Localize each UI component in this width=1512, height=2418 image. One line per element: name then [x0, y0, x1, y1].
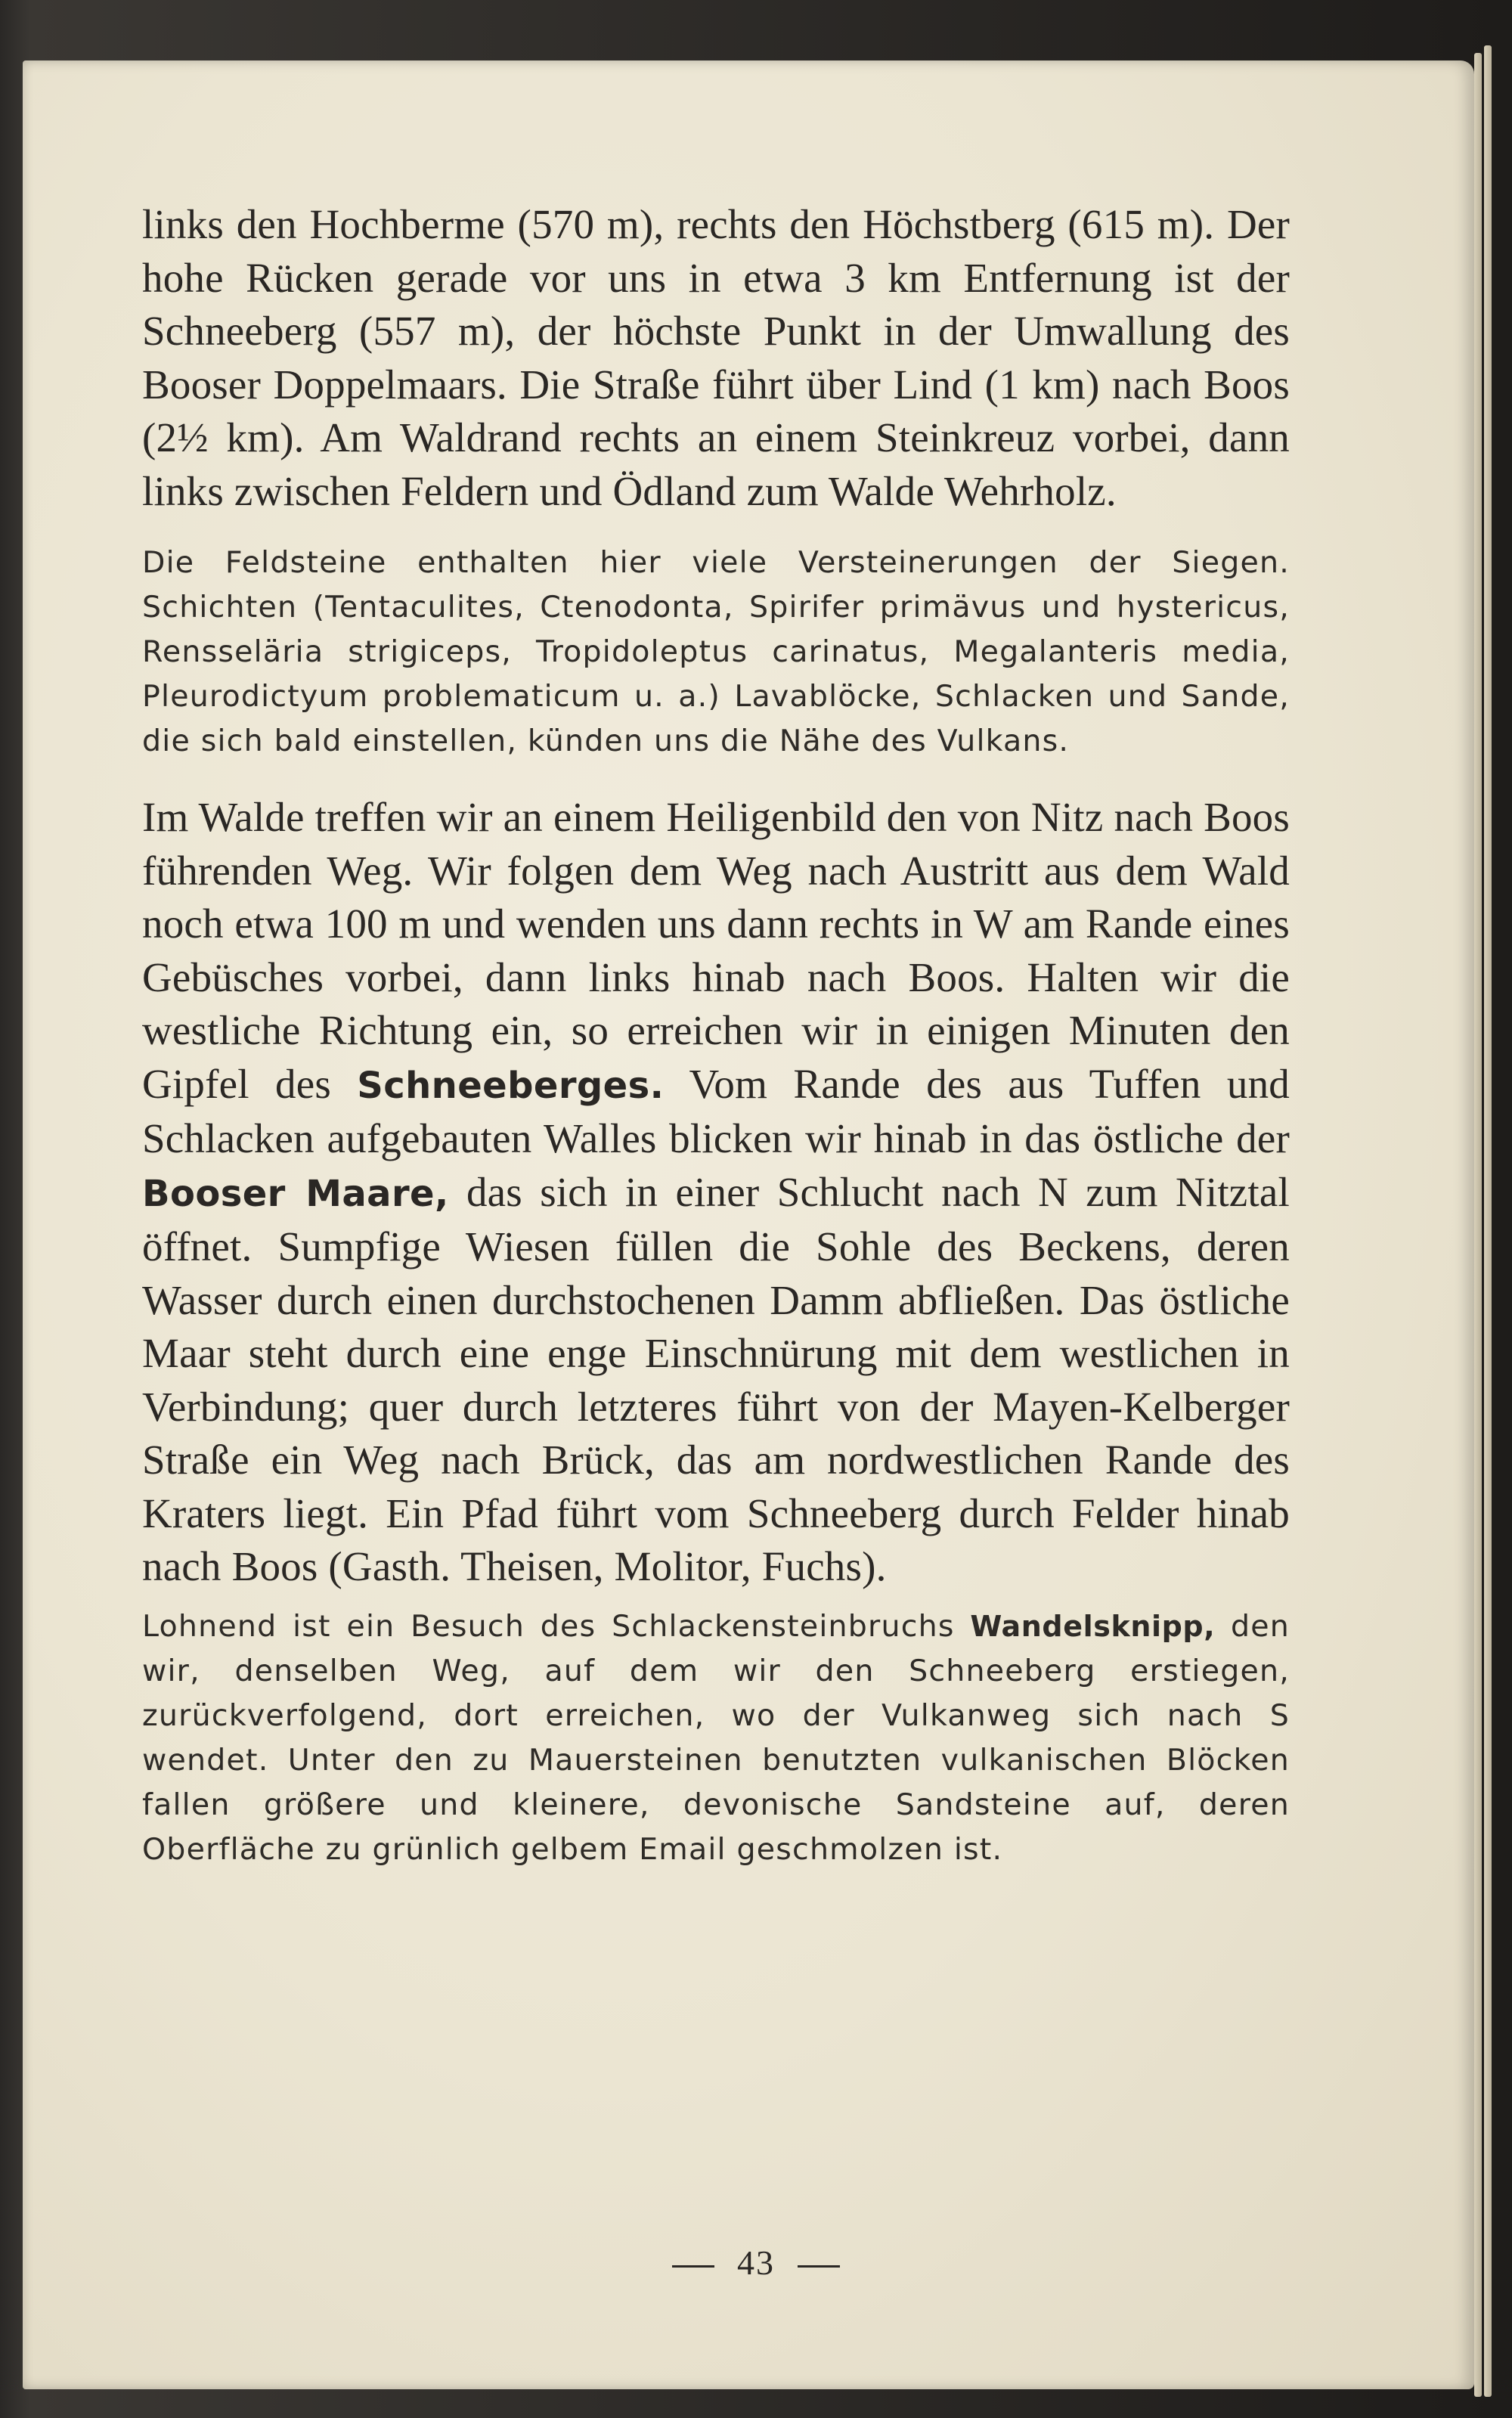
page-edge-stack [1474, 53, 1482, 2397]
paragraph-2-part-2: Vom Rande des aus Tuffen und Schlacken aufgebauten Walles blicken wir hinab in das östliche der [142, 1060, 1290, 1161]
page-edge-stack-outer [1484, 45, 1492, 2397]
page-text-block [142, 198, 1290, 1872]
paragraph-2 [142, 791, 1290, 1594]
note-2-part-1: Lohnend ist ein Besuch des Schlackensteinbruchs [142, 1608, 971, 1644]
note-2-part-2: den wir, denselben Weg, auf dem wir den Schneeberg erstiegen, zurückverfolgend, dort erreichen, wo der Vulkanweg sich nach S wendet. Unter den zu Mauersteinen benutzten vulkanischen Blöcken fallen größere und kleinere, devonische Sandsteine auf, deren Oberfläche zu grünlich gelbem Email geschmolzen ist. [142, 1608, 1290, 1867]
page-number-dash-left [672, 2265, 714, 2268]
paragraph-2-part-1: Im Walde treffen wir an einem Heiligenbild den von Nitz nach Boos führenden Weg. Wir folgen dem Weg nach Austritt aus dem Wald noch etwa 100 m und wenden uns dann rechts in W am Rande eines Gebüsches vorbei, dann links hinab nach Boos. Halten wir die westliche Richtung ein, so erreichen wir in einigen Minuten den Gipfel des [142, 794, 1290, 1107]
page-number-dash-right [798, 2265, 840, 2268]
note-fossils: Die Feldsteine enthalten hier viele Versteinerungen der Siegen. Schichten (Tentaculites, Ctenodonta, Spirifer primävus und hystericus, Rensseläria strigiceps, Tropidoleptus carinatus, Megalanteris media, Pleurodictyum problematicum u. a.) Lavablöcke, Schlacken und Sande, die sich bald einstellen, künden uns die Nähe des Vulkans. [142, 545, 1290, 758]
term-booser-maare: Booser Maare, [142, 1172, 449, 1215]
term-schneeberges: Schneeberges. [357, 1064, 665, 1107]
term-wandelsknipp: Wandelsknipp, [970, 1609, 1216, 1643]
note-wandelsknipp [142, 1604, 1290, 1872]
page-number-value: 43 [737, 2243, 775, 2282]
paragraph-2-part-3: das sich in einer Schlucht nach N zum Nitztal öffnet. Sumpfige Wiesen füllen die Sohle des Beckens, deren Wasser durch einen durchstochenen Damm abfließen. Das östliche Maar steht durch eine enge Einschnürung mit dem westlichen in Verbindung; quer durch letzteres führt von der Mayen-Kelberger Straße ein Weg nach Brück, das am nordwestlichen Rande des Kraters liegt. Ein Pfad führt vom Schneeberg durch Felder hinab nach Boos (Gasth. Theisen, Molitor, Fuchs). [142, 1168, 1290, 1589]
paragraph-1: links den Hochberme (570 m), rechts den Höchstberg (615 m). Der hohe Rücken gerade vor uns in etwa 3 km Entfernung ist der Schneeberg (557 m), der höchste Punkt in der Umwallung des Booser Doppelmaars. Die Straße führt über Lind (1 km) nach Boos (2½ km). Am Waldrand rechts an einem Steinkreuz vorbei, dann links zwischen Feldern und Ödland zum Walde Wehrholz. [142, 201, 1290, 514]
page-number [0, 2243, 1512, 2283]
